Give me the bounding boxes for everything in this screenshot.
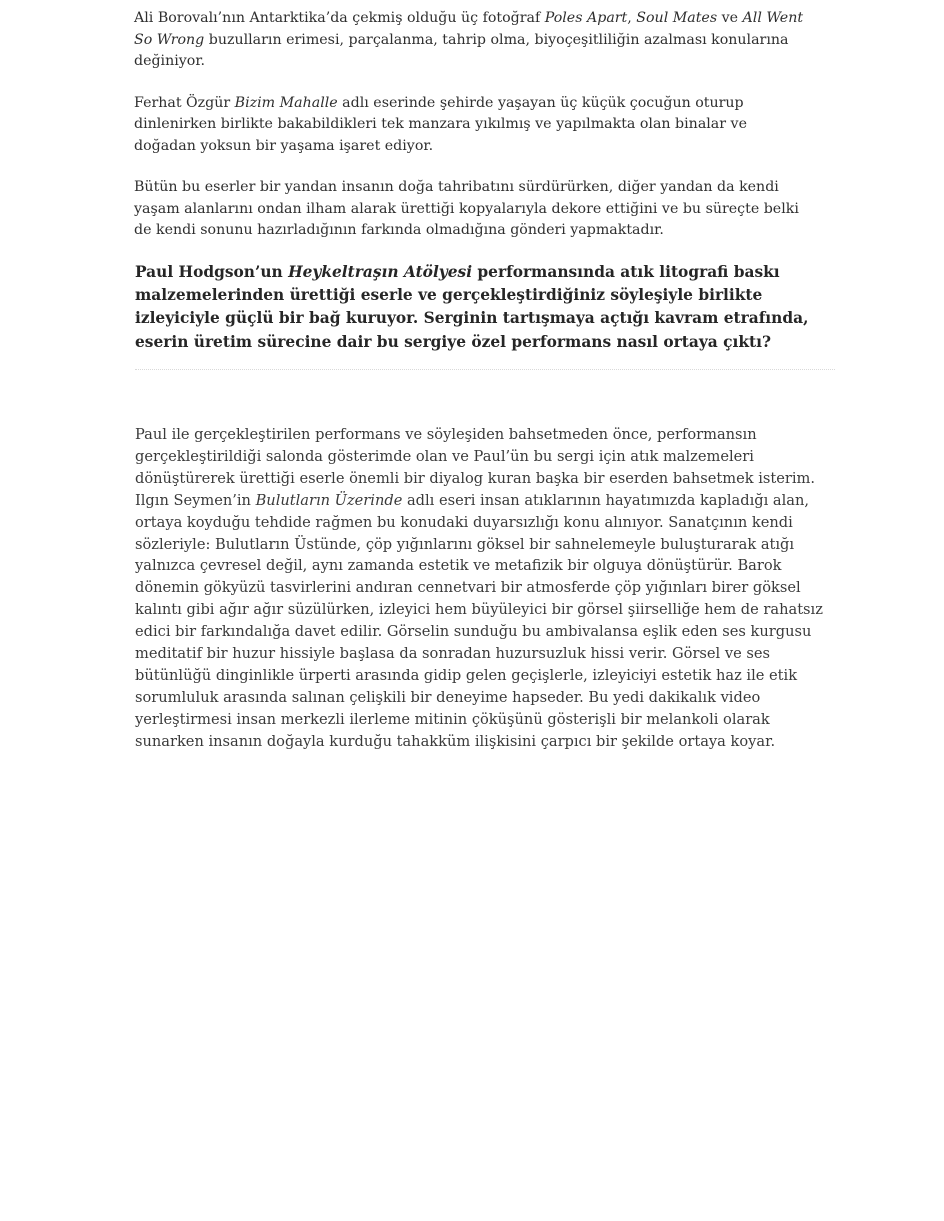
artwork-title-bulutlarin-uzerinde: Bulutların Üzerinde — [255, 491, 403, 509]
intro-p1-text-b: buzulların erimesi, parçalanma, tahrip olma, biyoçeşitliliğin azalması konularına değiniyor. — [134, 31, 789, 69]
intro-paragraph-borovali — [134, 8, 804, 73]
intro-p2-text-a: Ferhat Özgür — [134, 94, 235, 111]
question-text-b: performansında atık litografi baskı malzemelerinden ürettiği eserle ve gerçekleştirdiğiniz söyleşiyle birlikte izleyiciyle güçlü bir bağ kuruyor. Serginin tartışmaya açtığı kavram etrafında, eserin üretim sürecine dair bu sergiye özel performans nasıl ortaya çıktı? — [135, 263, 809, 351]
intro-paragraph-ozgur — [134, 93, 804, 158]
artwork-title-all-went-so-wrong: All Went So Wrong — [134, 10, 804, 48]
answer-paragraph — [135, 424, 835, 753]
intro-section — [134, 8, 804, 262]
answer-text-b: adlı eseri insan atıklarının hayatımızda kapladığı alan, ortaya koyduğu tehdide rağmen bu konudaki duyarsızlığı konu alınıyor. Sanatçının kendi sözleriyle: Bulutların Üstünde, çöp yığınlarını göksel bir sahnelemeyle buluşturarak atığı yalnızca çevresel değil, aynı zamanda estetik ve metafizik bir olguya dönüştürür. Barok dönemin gökyüzü tasvirlerini andıran cennetvari bir atmosferde çöp yığınları birer göksel kalıntı gibi ağır ağır süzülürken, izleyici hem büyüleyici bir görsel şiirselliğe hem de rahatsız edici bir farkındalığa davet edilir. Görselin sunduğu bu ambivalansa eşlik eden ses kurgusu meditatif bir huzur hissiyle başlasa da sonradan huzursuzluk hissi verir. Görsel ve ses bütünlüğü dinginlikle ürperti arasında gidip gelen geçişlerle, izleyiciyi estetik haz ile etik sorumluluk arasında salınan çelişkili bir deneyime hapseder. Bu yedi dakikalık video yerleştirmesi insan merkezli ilerleme mitinin çöküşünü gösterişli bir melankoli olarak sunarken insanın doğayla kurduğu tahakküm ilişkisini çarpıcı bir şekilde ortaya koyar. — [135, 491, 823, 750]
intro-p2-text-b: adlı eserinde şehirde yaşayan üç küçük çocuğun oturup dinlenirken birlikte bakabildikleri tek manzara yıkılmış ve yapılmakta olan binalar ve doğadan yoksun bir yaşama işaret ediyor. — [134, 94, 747, 154]
section-divider — [135, 369, 835, 370]
answer-text-a: Paul ile gerçekleştirilen performans ve söyleşiden bahsetmeden önce, performansın gerçekleştirildiği salonda gösterimde olan ve Paul’ün bu sergi için atık malzemeleri dönüştürerek ürettiği eserle önemli bir diyalog kuran başka bir eserden bahsetmek isterim. Ilgın Seymen’in — [135, 426, 815, 509]
intro-p1-text-a: Ali Borovalı’nın Antarktika’da çekmiş olduğu üç fotoğraf — [134, 10, 545, 26]
artwork-title-heykeltrasin-atolyesi: Heykeltraşın Atölyesi — [288, 263, 473, 281]
artwork-title-soul-mates: Soul Mates — [636, 10, 718, 26]
intro-p1-sep-2: ve — [717, 10, 743, 26]
intro-paragraph-summary: Bütün bu eserler bir yandan insanın doğa tahribatını sürdürürken, diğer yandan da kendi yaşam alanlarını ondan ilham alarak ürettiği kopyalarıyla dekore ettiğini ve bu süreçte belki de kendi sonunu hazırladığının farkında olmadığına gönderi yapmaktadır. — [134, 179, 799, 238]
interview-question — [135, 261, 835, 354]
intro-p1-sep-1: , — [627, 10, 637, 26]
artwork-title-poles-apart: Poles Apart — [544, 10, 628, 26]
artwork-title-bizim-mahalle: Bizim Mahalle — [234, 94, 338, 111]
question-heading — [135, 261, 835, 354]
interview-answer — [135, 424, 835, 753]
question-text-a: Paul Hodgson’un — [135, 263, 289, 281]
